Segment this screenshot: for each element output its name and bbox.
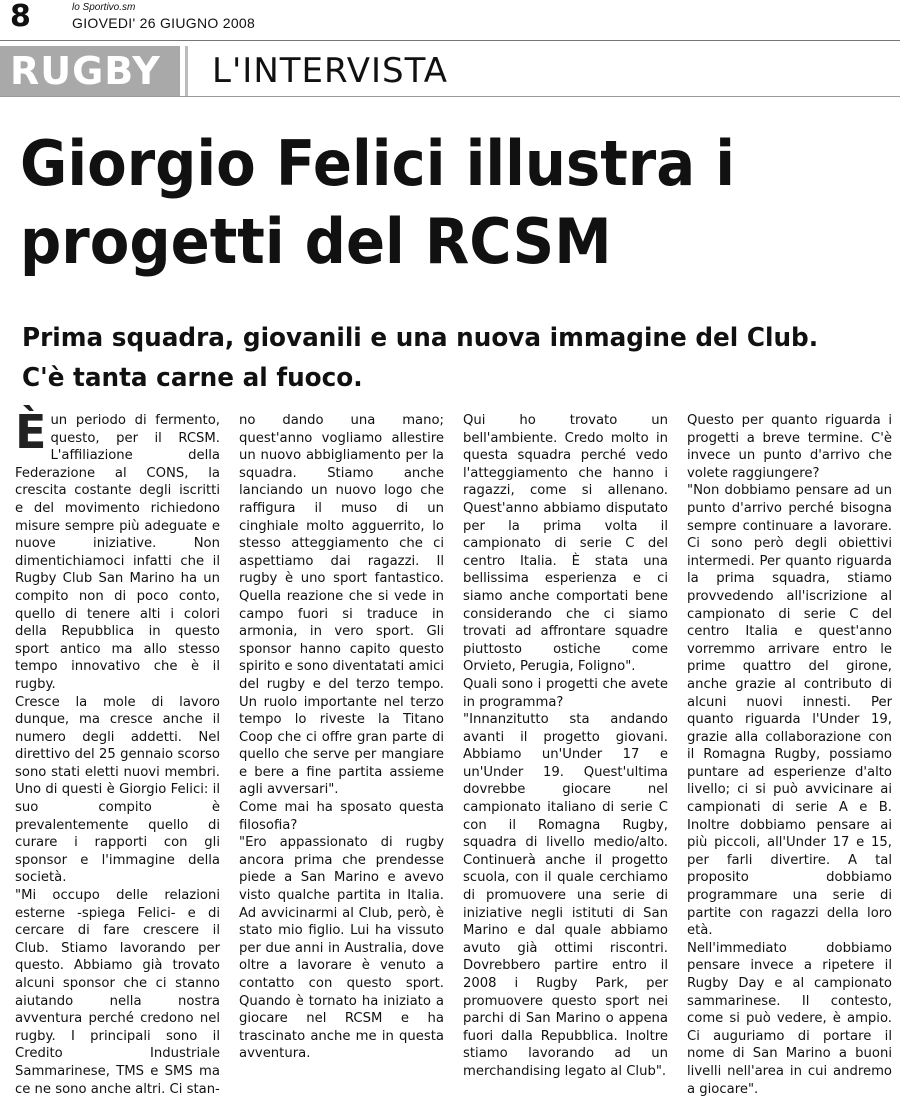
paragraph: Cresce la mole di lavoro dunque, ma cresce anche il numero degli addetti. Nel direttivo del 25 gennaio scorso sono stati eletti nuovi membri. Uno di questi è Giorgio Felici: il suo compito è prevalentemente quello di curare i rapporti con gli sponsor e l'immagine della società. <box>15 694 220 886</box>
header-rule <box>0 40 900 41</box>
interview-question: Quali sono i progetti che avete in programma? <box>463 676 668 710</box>
issue-date: GIOVEDI' 26 GIUGNO 2008 <box>72 15 256 31</box>
paragraph-text: un periodo di fermento, questo, per il RCSM. L'affiliazione della Federazione al CONS, la crescita costante degli iscritti e del movimento richiedono misure sempre più adeguate e nuove iniziative. Non dimentichiamoci infatti che il Rugby Club San Marino ha un compito non di poco conto, quello di tenere alti i colori della Repubblica in questo sport antico ma allo stesso tempo innovativo che è il rugby. <box>15 413 220 692</box>
masthead <box>72 2 255 32</box>
section-tag: RUGBY <box>0 46 180 96</box>
section-bar <box>0 46 900 96</box>
interview-question: Come mai ha sposato questa filosofia? <box>239 800 444 833</box>
paragraph: "Non dobbiamo pensare ad un punto d'arrivo perché bisogna sempre continuare a lavorare. Ci sono però degli obiettivi intermedi. Per quanto riguarda la prima squadra, stiamo provvedendo all'iscrizione al campionato di serie C del centro Italia e quest'anno vorremmo arrivare entro le prime quattro del girone, anche grazie al contributo di alcuni nuovi innesti. Per quanto riguarda l'Under 19, grazie alla collaborazione con il Romagna Rugby, possiamo puntare ad esperienze d'alto livello; ci si può avvicinare ai campionati di serie A e B. Inoltre dobbiamo pensare ai più piccoli, all'Under 17 e 15, per farli divertire. A tal proposito dobbiamo programmare una serie di partite con ragazzi della loro età. <box>687 483 892 939</box>
article-column-4 <box>687 412 892 1098</box>
paragraph: "Mi occupo delle relazioni esterne -spiega Felici- e di cercare di fare crescere il Club. Stiamo lavorando per questo. Abbiamo già trovato alcuni sponsor che ci stanno aiutando nella nostra avventura perché credono nel rugby. I principali sono il Credito Industriale Sammarinese, TMS e SMS ma ce ne sono anche altri. Ci stan- <box>15 888 220 1097</box>
page-number: 8 <box>10 0 31 34</box>
paragraph: "Innanzitutto sta andando avanti il progetto giovani. Abbiamo un'Under 17 e un'Under 19. Quest'ultima dovrebbe giocare nel campionato italiano di serie C con il Romagna Rugby, squadra di livello medio/alto. Continuerà anche il progetto scuola, con il quale cerchiamo di promuovere una serie di iniziative negli istituti di San Marino e dal quale abbiamo avuto già ottimi riscontri. Dovrebbero partire entro il 2008 i Rugby Park, per promuovere questo sport nei parchi di San Marino o appena fuori dalla Repubblica. Inoltre stiamo lavorando ad un merchandising legato al Club". <box>463 712 668 1079</box>
section-divider <box>185 46 188 96</box>
article-column-2 <box>239 412 444 1063</box>
newspaper-logo: lo Sportivo.sm <box>72 2 136 13</box>
article-subheadline: Prima squadra, giovanili e una nuova immagine del Club. C'è tanta carne al fuoco. <box>22 323 819 393</box>
article-column-3 <box>463 412 668 1081</box>
article-column-1 <box>15 405 220 1098</box>
paragraph: "Ero appassionato di rugby ancora prima che prendesse piede a San Marino e avevo visto qualche partita in Italia. Ad avvicinarmi al Club, però, è stato mio figlio. Lui ha vissuto per due anni in Australia, dove oltre a lavorare è venuto a contatto con questo sport. Quando è tornato ha iniziato a giocare nel RCSM e ha trascinato anche me in questa avventura. <box>239 835 444 1062</box>
section-title: L'INTERVISTA <box>212 51 449 91</box>
drop-cap: È <box>15 405 47 459</box>
paragraph: Qui ho trovato un bell'ambiente. Credo molto in questa squadra perché vedo l'atteggiamento che hanno i ragazzi, come si allenano. Quest'anno abbiamo disputato per la prima volta il campionato di serie C del centro Italia. È stata una bellissima esperienza e ci siamo anche comportati bene considerando che ci siamo trovati ad affrontare squadre piuttosto ostiche come Orvieto, Perugia, Foligno". <box>463 413 668 675</box>
interview-question: Questo per quanto riguarda i progetti a breve termine. C'è invece un punto d'arrivo che volete raggiungere? <box>687 413 892 481</box>
article-headline: Giorgio Felici illustra i progetti del RCSM <box>20 127 735 278</box>
paragraph: no dando una mano; quest'anno vogliamo allestire un nuovo abbigliamento per la squadra. Stiamo anche lanciando un nuovo logo che raffigura il muso di un cinghiale molto agguerrito, lo stesso atteggiamento che ci aspettiamo dai ragazzi. Il rugby è uno sport fantastico. Quella reazione che si vede in campo fuori si traduce in armonia, in vero sport. Gli sponsor hanno capito questo spirito e sono diventatati amici del rugby e del terzo tempo. Un ruolo importante nel terzo tempo lo riveste la Titano Coop che ci offre gran parte di quello che serve per mangiare e bere a fine partita assieme agli avversari". <box>239 413 444 798</box>
article-body <box>15 405 893 1097</box>
paragraph: Nell'immediato dobbiamo pensare invece a ripetere il Rugby Day e al campionato sammarinese. Il contesto, come si può vedere, è ampio. Ci auguriamo di portare il nome di San Marino a buoni livelli nell'area in cui andremo a giocare". <box>687 940 892 1097</box>
paragraph <box>15 405 220 694</box>
section-underline <box>0 96 900 97</box>
